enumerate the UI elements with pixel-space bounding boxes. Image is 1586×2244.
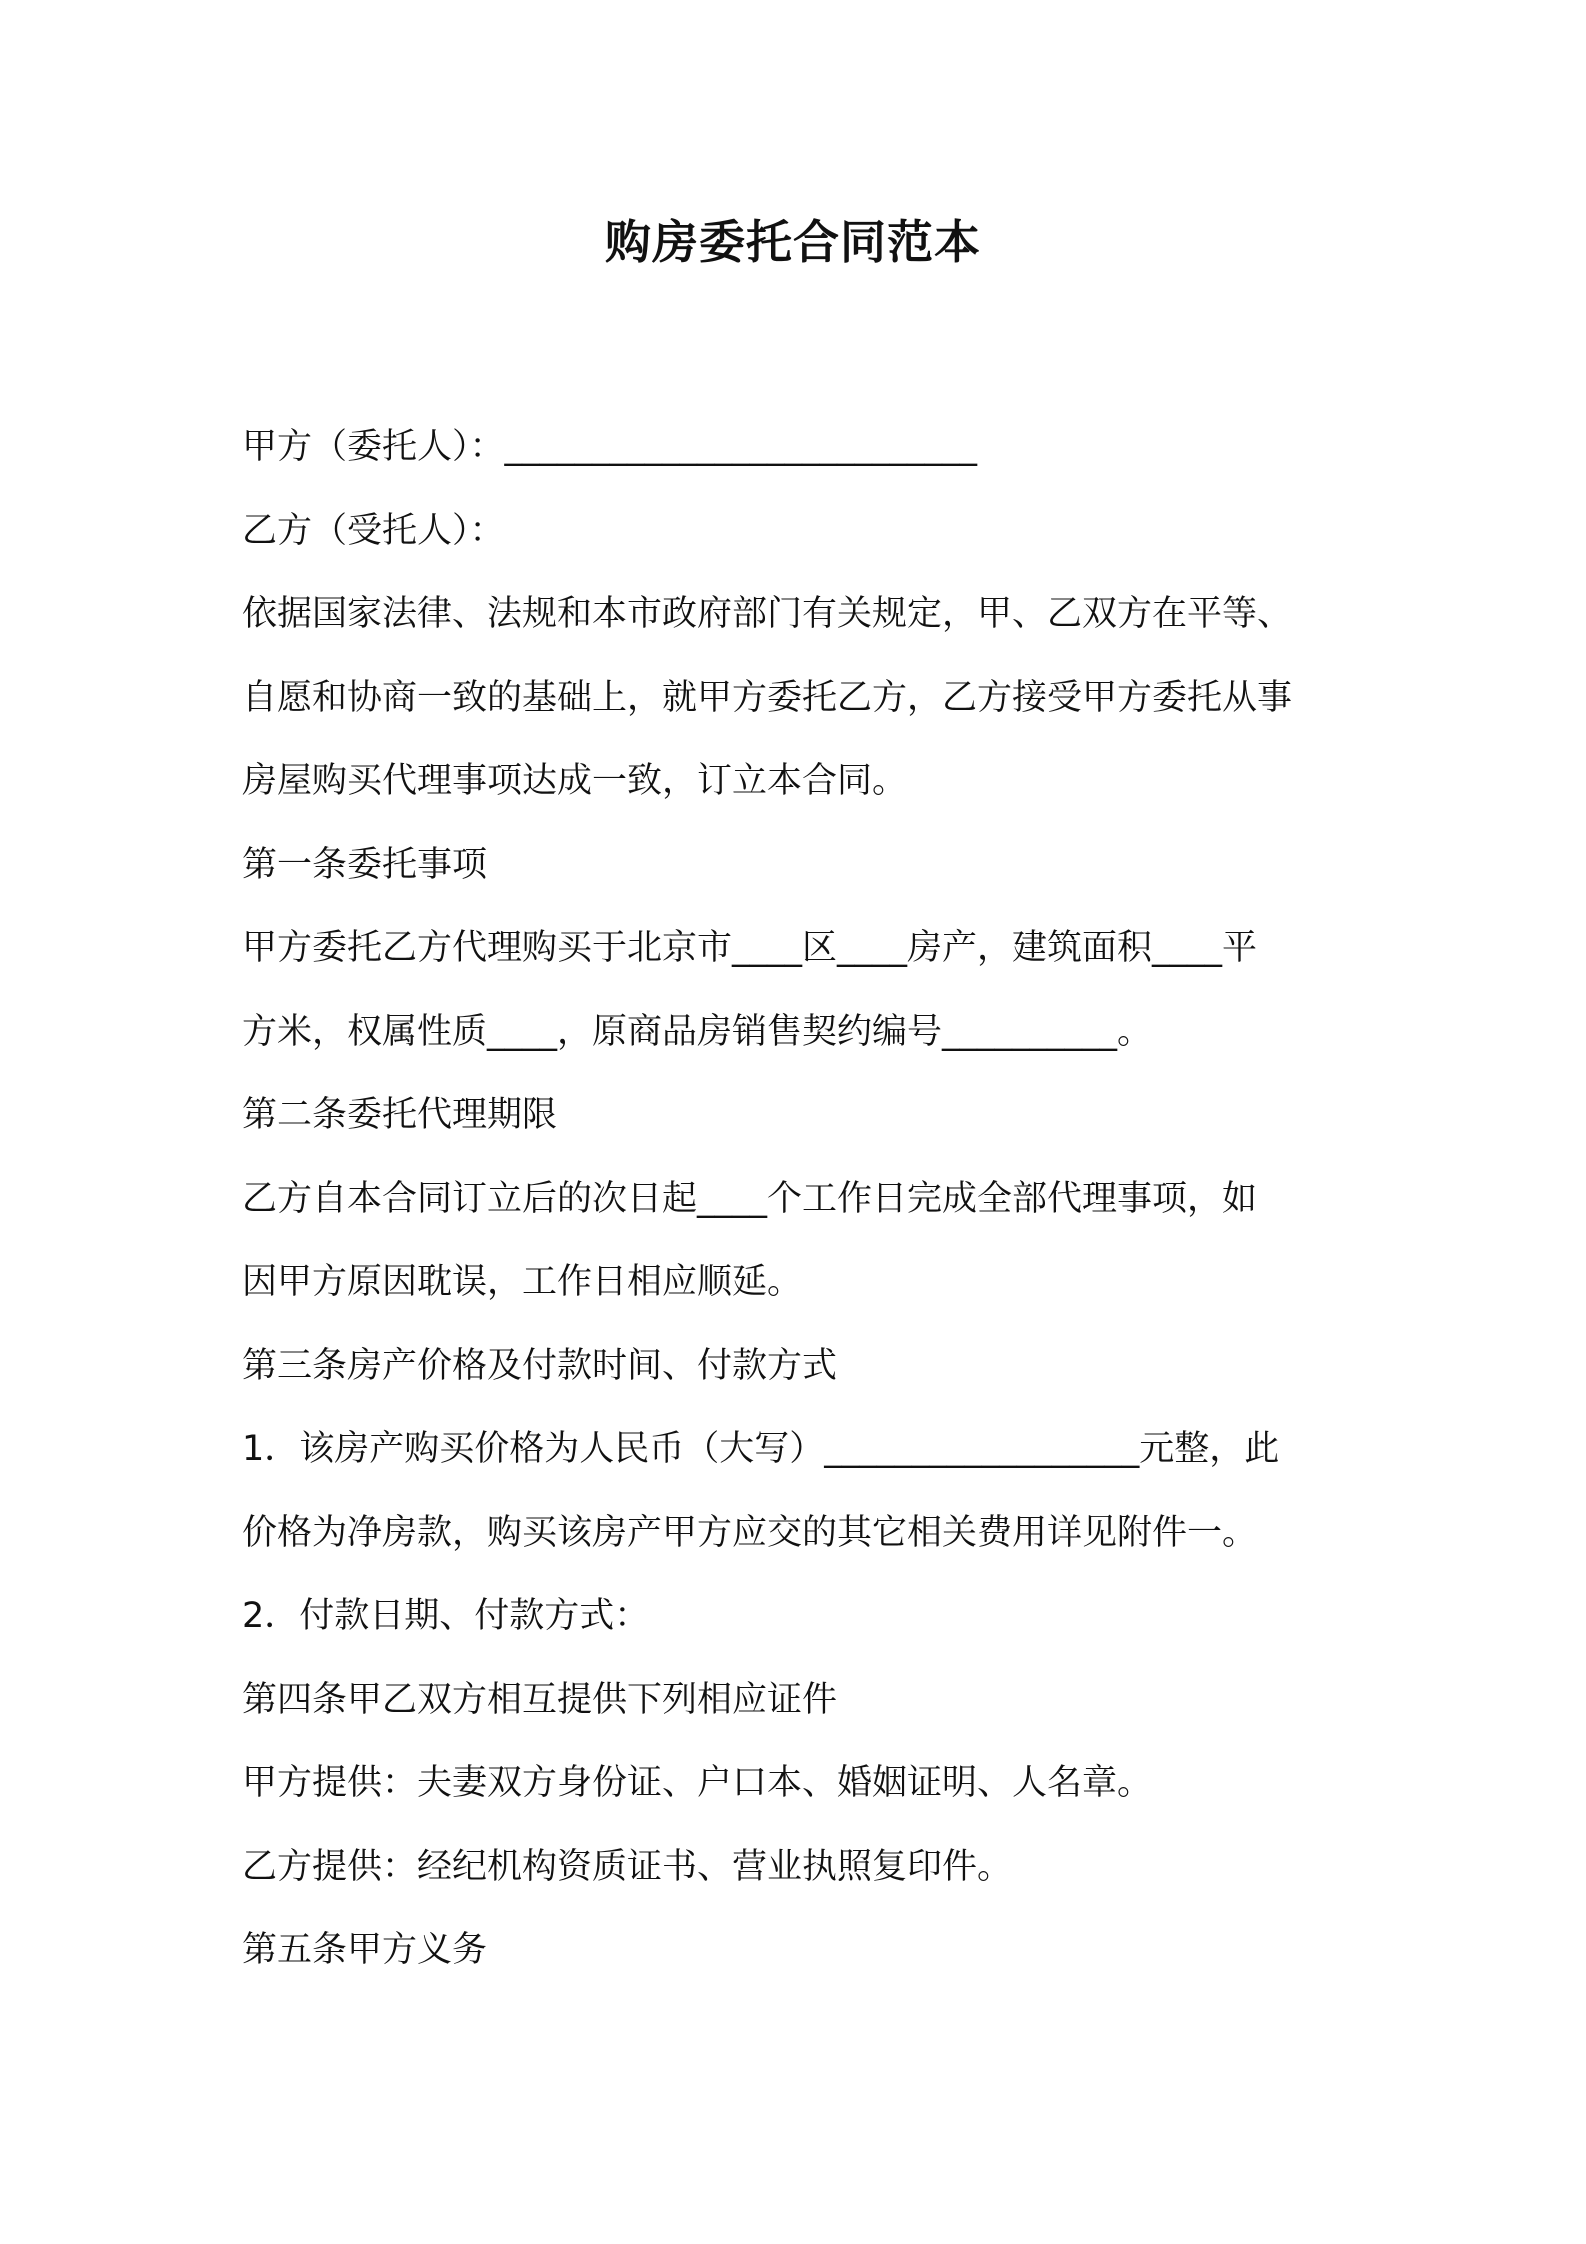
preamble-line: 自愿和协商一致的基础上，就甲方委托乙方，乙方接受甲方委托从事 [242, 677, 1293, 718]
article-1-text: 方米，权属性质____，原商品房销售契约编号__________。 [242, 1011, 1153, 1052]
article-5-heading: 第五条甲方义务 [242, 1930, 488, 1970]
party-b-line: 乙方（受托人）： [242, 510, 505, 551]
article-4-party-b: 乙方提供：经纪机构资质证书、营业执照复印件。 [242, 1846, 1013, 1887]
preamble-line: 房屋购买代理事项达成一致，订立本合同。 [242, 761, 908, 801]
article-3-item-1: 价格为净房款，购买该房产甲方应交的其它相关费用详见附件一。 [242, 1512, 1258, 1553]
article-1-text: 甲方委托乙方代理购买于北京市____区____房产，建筑面积____平 [242, 928, 1258, 968]
article-4-party-a: 甲方提供：夫妻双方身份证、户口本、婚姻证明、人名章。 [242, 1763, 1153, 1803]
article-1-heading: 第一条委托事项 [242, 844, 488, 885]
document-body [242, 406, 1362, 1993]
article-2-heading: 第二条委托代理期限 [242, 1095, 558, 1135]
article-2-text: 乙方自本合同订立后的次日起____个工作日完成全部代理事项，如 [242, 1178, 1258, 1219]
article-3-heading: 第三条房产价格及付款时间、付款方式 [242, 1345, 838, 1386]
party-a-line: 甲方（委托人）：___________________________ [242, 427, 978, 467]
article-3-item-2: 2．付款日期、付款方式： [242, 1596, 650, 1636]
preamble-line: 依据国家法律、法规和本市政府部门有关规定，甲、乙双方在平等、 [242, 594, 1293, 634]
article-2-text: 因甲方原因耽误，工作日相应顺延。 [242, 1262, 803, 1302]
article-4-heading: 第四条甲乙双方相互提供下列相应证件 [242, 1679, 838, 1720]
article-3-item-1: 1．该房产购买价格为人民币（大写）__________________元整，此 [242, 1429, 1280, 1469]
document-title: 购房委托合同范本 [605, 215, 981, 269]
